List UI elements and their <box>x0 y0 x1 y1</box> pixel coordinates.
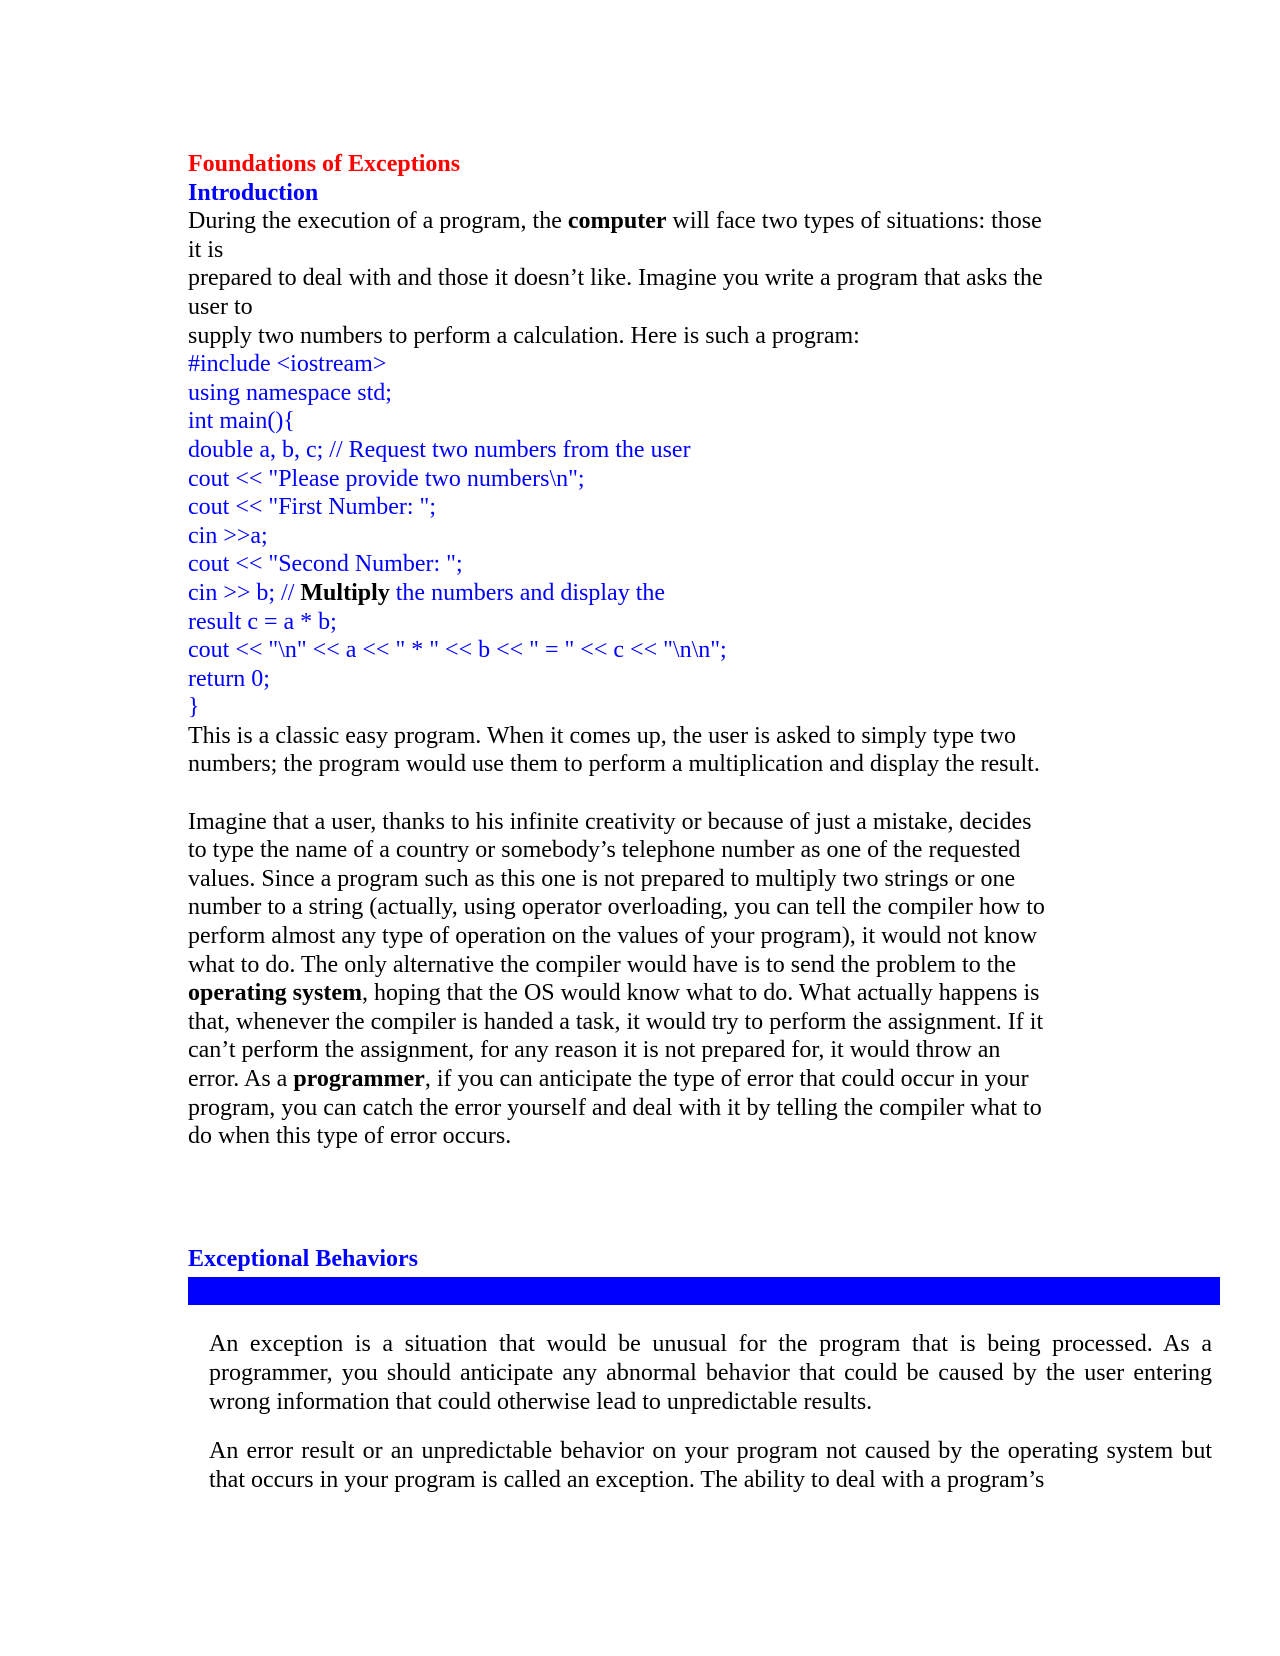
para2-line-11: program, you can catch the error yourself and deal with it by telling the compiler what to <box>188 1094 1042 1121</box>
para1-line-2: numbers; the program would use them to perform a multiplication and display the result. <box>188 751 1040 778</box>
para2-line-4: number to a string (actually, using operator overloading, you can tell the compiler how to <box>188 894 1045 921</box>
para2-line-8: that, whenever the compiler is handed a task, it would try to perform the assignment. If it <box>188 1008 1044 1035</box>
intro-line-5: supply two numbers to perform a calculation. Here is such a program: <box>188 322 860 349</box>
main-column <box>188 150 1098 1151</box>
page-title: Foundations of Exceptions <box>188 151 461 177</box>
intro-line-2: it is <box>188 236 224 263</box>
para2-line-1: Imagine that a user, thanks to his infinite creativity or because of just a mistake, decides <box>188 808 1032 835</box>
code-line: return 0; <box>188 665 270 692</box>
code-line: cin >>a; <box>188 522 268 549</box>
para2-line-10: error. As a programmer, if you can anticipate the type of error that could occur in your <box>188 1066 1029 1092</box>
bold-term-computer: computer <box>567 208 667 235</box>
paragraph-spacer <box>188 779 1098 808</box>
para2-line-12: do when this type of error occurs. <box>188 1123 512 1150</box>
bold-term-multiply: Multiply <box>300 579 390 606</box>
code-line: } <box>188 694 200 721</box>
para2-line-5: perform almost any type of operation on the values of your program), it would not know <box>188 923 1038 950</box>
bold-term-operating-system: operating system <box>188 980 362 1007</box>
para2-line-7: operating system, hoping that the OS would know what to do. What actually happens is <box>188 980 1040 1007</box>
code-line: cout << "Please provide two numbers\n"; <box>188 465 585 492</box>
section-divider-bar <box>188 1277 1220 1305</box>
code-line: using namespace std; <box>188 379 392 406</box>
intro-line-3: prepared to deal with and those it doesn’t like. Imagine you write a program that asks the <box>188 265 1043 292</box>
para2-line-9: can’t perform the assignment, for any reason it is not prepared for, it would throw an <box>188 1037 1001 1064</box>
section2-body <box>209 1330 1212 1515</box>
section2-paragraph-2: An error result or an unpredictable behavior on your program not caused by the operating system but that occurs in your program is called an exception. The ability to deal with a program’s <box>209 1438 1212 1493</box>
code-line: double a, b, c; // Request two numbers from the user <box>188 436 691 463</box>
para2-line-2: to type the name of a country or somebody’s telephone number as one of the requested <box>188 837 1021 864</box>
bold-term-programmer: programmer <box>293 1066 425 1092</box>
code-line: result c = a * b; <box>188 608 337 635</box>
section-heading-exceptional-behaviors: Exceptional Behaviors <box>188 1246 419 1272</box>
code-line: cout << "First Number: "; <box>188 494 436 521</box>
code-line: #include <iostream> <box>188 351 387 378</box>
code-line: int main(){ <box>188 408 295 435</box>
code-listing <box>188 350 1098 722</box>
intro-line-1: During the execution of a program, the computer will face two types of situations: those <box>188 208 1042 235</box>
code-line: cout << "\n" << a << " * " << b << " = " << c << "\n\n"; <box>188 637 727 664</box>
section2-paragraph-1: An exception is a situation that would be unusual for the program that is being processed. As a programmer, you should anticipate any abnormal behavior that could be caused by the user entering wrong information that could otherwise lead to unpredictable results. <box>209 1331 1212 1415</box>
intro-line-4: user to <box>188 293 253 320</box>
para2-line-6: what to do. The only alternative the compiler would have is to send the problem to the <box>188 951 1017 978</box>
code-line: cin >> b; // Multiply the numbers and display the <box>188 579 666 606</box>
section-heading-introduction: Introduction <box>188 179 319 206</box>
para1-line-1: This is a classic easy program. When it comes up, the user is asked to simply type two <box>188 722 1017 749</box>
para2-line-3: values. Since a program such as this one is not prepared to multiply two strings or one <box>188 865 1016 892</box>
code-line: cout << "Second Number: "; <box>188 551 463 578</box>
